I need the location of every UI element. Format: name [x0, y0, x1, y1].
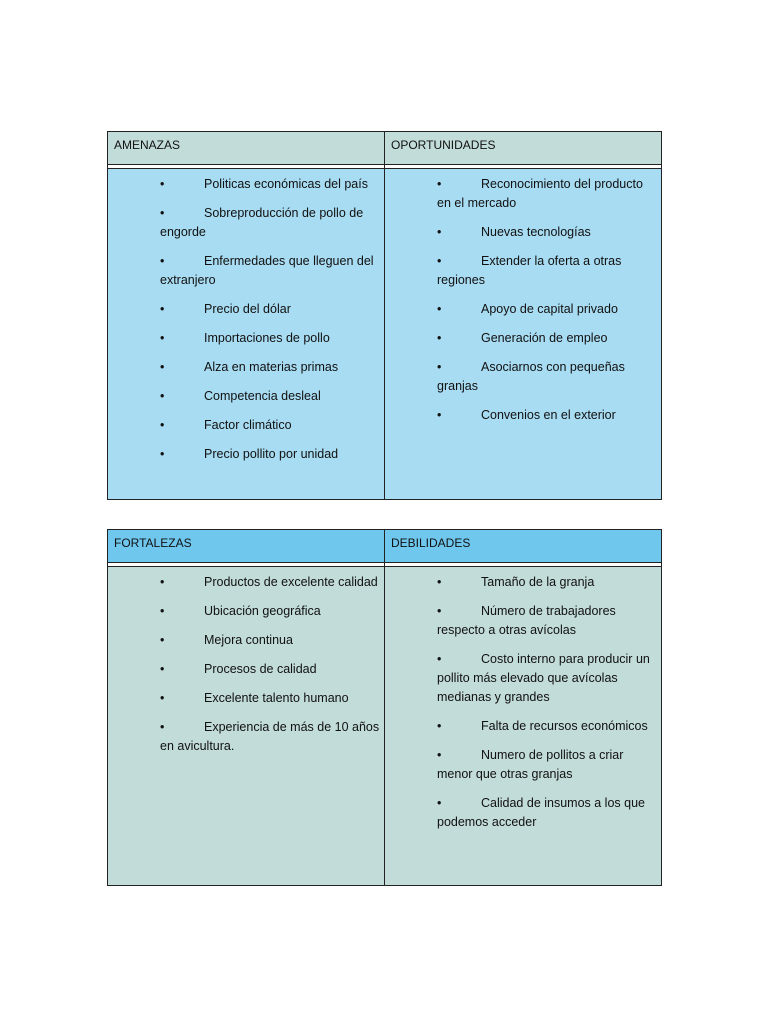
list-item: [385, 746, 661, 784]
list-item-text: Procesos de calidad: [204, 662, 317, 676]
bullet-icon: •: [160, 206, 165, 220]
list-item-text: Politicas económicas del país: [204, 177, 368, 191]
list-item: [385, 573, 661, 592]
bullet-icon: •: [437, 225, 442, 239]
list-item: [108, 416, 384, 435]
swot-table-strengths-weaknesses: [107, 529, 662, 886]
list-item: [108, 175, 384, 194]
header-weaknesses: DEBILIDADES: [385, 530, 662, 563]
bullet-icon: •: [437, 408, 442, 422]
bullet-icon: •: [160, 575, 165, 589]
list-item-text: Número de trabajadores respecto a otras avícolas: [437, 604, 616, 637]
bullet-icon: •: [437, 748, 442, 762]
list-item: [108, 387, 384, 406]
bullet-icon: •: [437, 254, 442, 268]
bullet-icon: •: [160, 720, 165, 734]
list-item-text: Costo interno para producir un pollito más elevado que avícolas medianas y grandes: [437, 652, 650, 704]
list-item-text: Competencia desleal: [204, 389, 321, 403]
list-item: [108, 602, 384, 621]
list-item-text: Extender la oferta a otras regiones: [437, 254, 622, 287]
list-item-text: Precio pollito por unidad: [204, 447, 339, 461]
bullet-icon: •: [437, 652, 442, 666]
bullet-icon: •: [437, 331, 442, 345]
list-item-text: Generación de empleo: [481, 331, 608, 345]
weaknesses-list: [385, 571, 661, 832]
list-item-text: Tamaño de la granja: [481, 575, 595, 589]
list-item: [108, 252, 384, 290]
list-item: [108, 718, 384, 756]
list-item: [108, 660, 384, 679]
bullet-icon: •: [160, 254, 165, 268]
bullet-icon: •: [437, 575, 442, 589]
list-item-text: Productos de excelente calidad: [204, 575, 378, 589]
header-opportunities: OPORTUNIDADES: [385, 132, 662, 165]
list-item-text: Experiencia de más de 10 años en avicultura.: [160, 720, 380, 753]
list-item: [108, 631, 384, 650]
bullet-icon: •: [160, 418, 165, 432]
bullet-icon: •: [160, 302, 165, 316]
threats-list: [108, 173, 384, 464]
bullet-icon: •: [437, 796, 442, 810]
bullet-icon: •: [437, 604, 442, 618]
bullet-icon: •: [160, 360, 165, 374]
list-item-text: Precio del dólar: [204, 302, 291, 316]
list-item: [108, 300, 384, 319]
header-threats: AMENAZAS: [108, 132, 385, 165]
opportunities-list-cell: [385, 169, 662, 500]
list-item: [385, 794, 661, 832]
list-item: [385, 223, 661, 242]
bullet-icon: •: [437, 302, 442, 316]
list-item: [385, 602, 661, 640]
list-item-text: Asociarnos con pequeñas granjas: [437, 360, 625, 393]
strengths-list-cell: [108, 567, 385, 886]
bullet-icon: •: [160, 604, 165, 618]
list-item: [385, 358, 661, 396]
list-item: [385, 650, 661, 707]
list-item: [385, 717, 661, 736]
list-item: [385, 406, 661, 425]
bullet-icon: •: [160, 389, 165, 403]
list-item: [108, 573, 384, 592]
list-item: [108, 445, 384, 464]
list-item-text: Nuevas tecnologías: [481, 225, 591, 239]
bullet-icon: •: [160, 633, 165, 647]
weaknesses-list-cell: [385, 567, 662, 886]
opportunities-list: [385, 173, 661, 425]
list-item-text: Importaciones de pollo: [204, 331, 330, 345]
bullet-icon: •: [160, 177, 165, 191]
bullet-icon: •: [160, 447, 165, 461]
list-item: [385, 252, 661, 290]
bullet-icon: •: [437, 719, 442, 733]
threats-list-cell: [108, 169, 385, 500]
bullet-icon: •: [160, 331, 165, 345]
list-item: [385, 329, 661, 348]
bullet-icon: •: [160, 662, 165, 676]
list-item: [385, 300, 661, 319]
list-item: [108, 204, 384, 242]
bullet-icon: •: [437, 360, 442, 374]
list-item-text: Factor climático: [204, 418, 292, 432]
header-strengths: FORTALEZAS: [108, 530, 385, 563]
list-item: [108, 329, 384, 348]
list-item-text: Excelente talento humano: [204, 691, 349, 705]
list-item-text: Numero de pollitos a criar menor que otras granjas: [437, 748, 624, 781]
list-item: [385, 175, 661, 213]
list-item-text: Ubicación geográfica: [204, 604, 321, 618]
list-item-text: Enfermedades que lleguen del extranjero: [160, 254, 374, 287]
list-item-text: Sobreproducción de pollo de engorde: [160, 206, 364, 239]
list-item-text: Reconocimiento del producto en el mercado: [437, 177, 643, 210]
swot-table-threats-opportunities: [107, 131, 662, 500]
list-item: [108, 358, 384, 377]
list-item-text: Apoyo de capital privado: [481, 302, 618, 316]
list-item-text: Alza en materias primas: [204, 360, 339, 374]
bullet-icon: •: [160, 691, 165, 705]
list-item-text: Mejora continua: [204, 633, 293, 647]
bullet-icon: •: [437, 177, 442, 191]
list-item-text: Falta de recursos económicos: [481, 719, 648, 733]
list-item: [108, 689, 384, 708]
list-item-text: Calidad de insumos a los que podemos acceder: [437, 796, 645, 829]
list-item-text: Convenios en el exterior: [481, 408, 616, 422]
strengths-list: [108, 571, 384, 756]
